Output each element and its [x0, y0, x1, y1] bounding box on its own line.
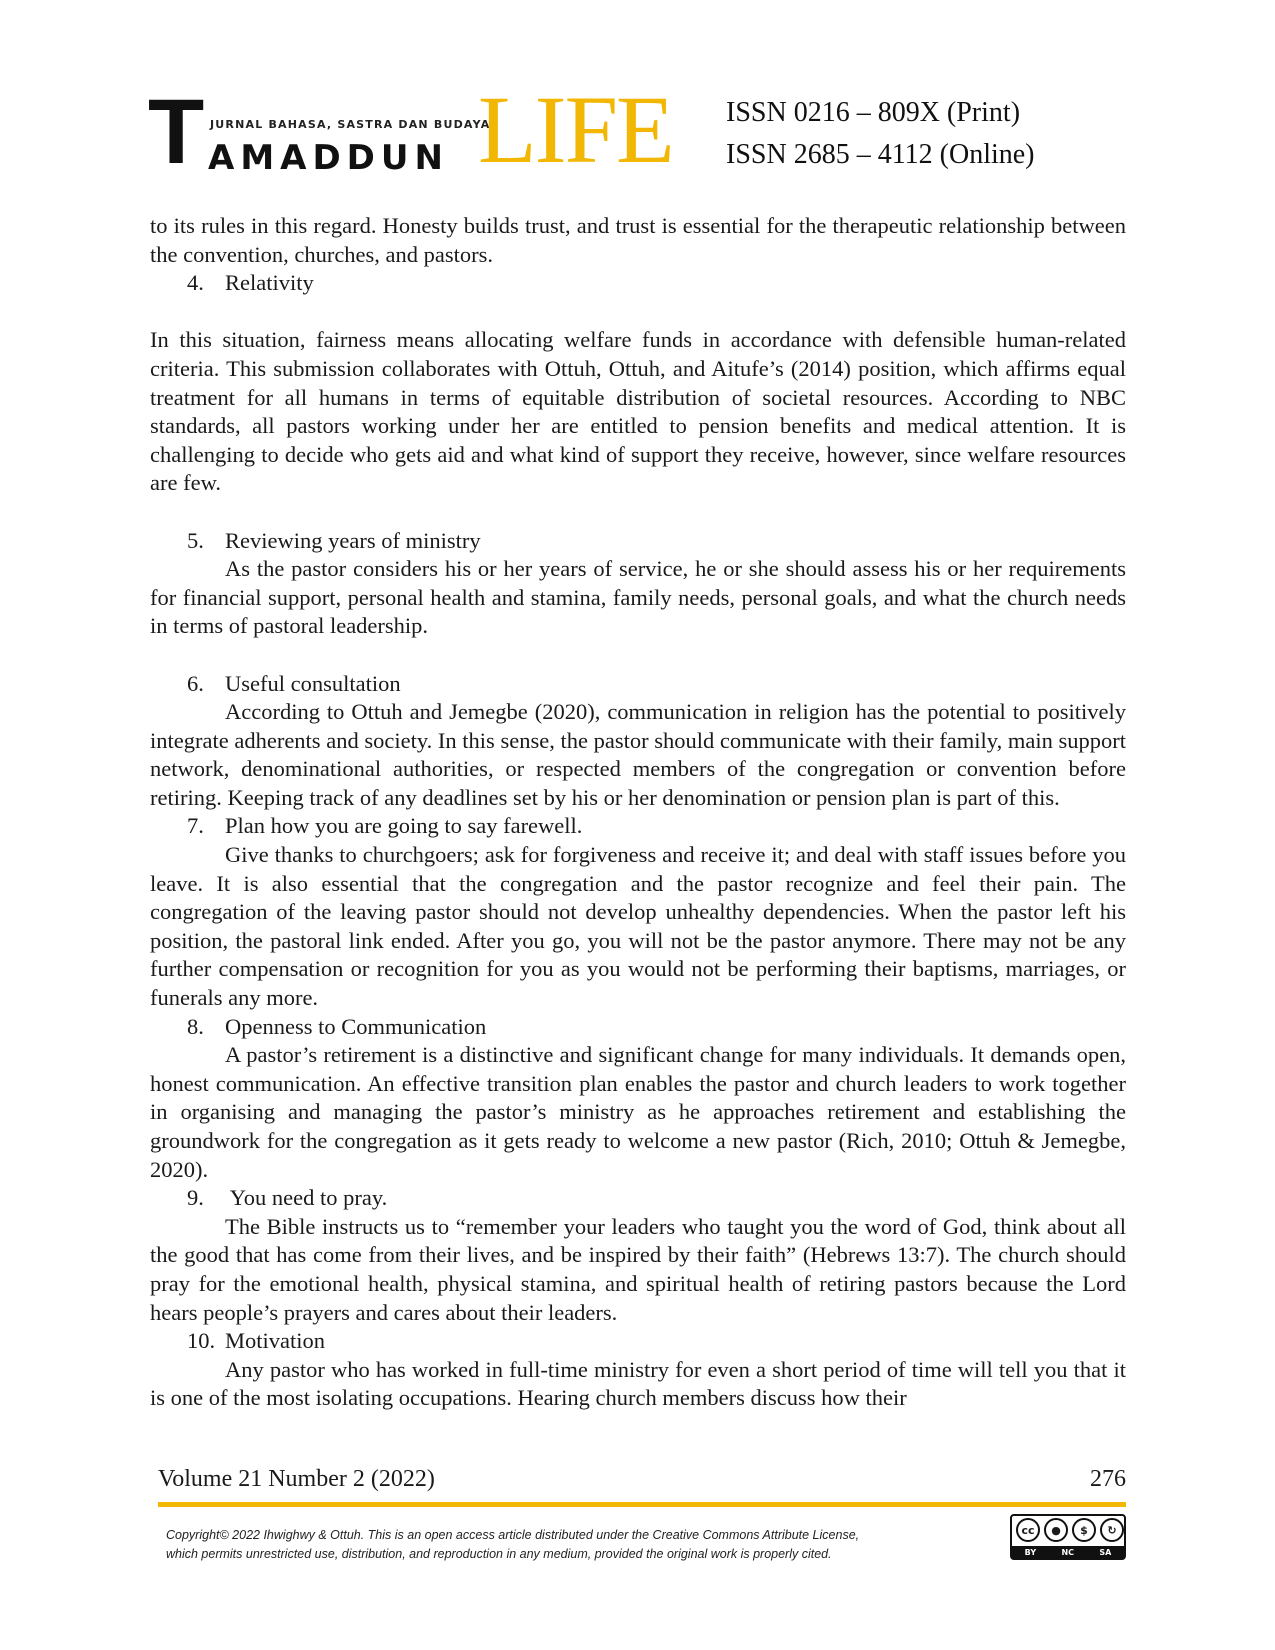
issn-online: ISSN 2685 – 4112 (Online) [726, 139, 1035, 170]
list-title: Useful consultation [225, 670, 401, 696]
list-number: 10. [187, 1328, 216, 1354]
list-item [150, 1327, 1126, 1356]
no-dollar-icon: $ [1072, 1518, 1096, 1542]
list-number: 8. [187, 1013, 204, 1039]
paragraph: The Bible instructs us to “remember your leaders who taught you the word of God, think about all the good that has come from their lives, and be inspired by their faith” (Hebrews 13:7). The church should pray for the emotional health, physical stamina, and spiritual health of retiring pastors because the Lord hears people’s prayers and cares about their leaders. [150, 1213, 1126, 1325]
paragraph: According to Ottuh and Jemegbe (2020), communication in religion has the potential to positively integrate adherents and society. In this sense, the pastor should communicate with their family, main support network, denominational authorities, or respected members of the congregation or convention before retiring. Keeping track of any deadlines set by his or her denomination or pension plan is part of this. [150, 699, 1126, 810]
journal-logo [148, 76, 688, 183]
list-item [150, 1184, 1126, 1213]
journal-header [148, 76, 1088, 188]
list-title: Openness to Communication [225, 1013, 487, 1039]
list-number: 9. [187, 1185, 204, 1211]
list-item [150, 670, 1126, 699]
logo-tagline: JURNAL BAHASA, SASTRA DAN BUDAYA [210, 118, 491, 131]
volume-info: Volume 21 Number 2 (2022) [158, 1466, 435, 1492]
list-title: Plan how you are going to say farewell. [225, 813, 583, 839]
list-title: Reviewing years of ministry [225, 527, 481, 553]
person-icon: ● [1044, 1518, 1068, 1542]
cc-by-nc-sa-icon[interactable] [1010, 1514, 1126, 1560]
list-item [150, 527, 1126, 556]
list-number: 5. [187, 527, 204, 553]
list-number: 4. [187, 270, 204, 296]
paragraph: As the pastor considers his or her years of service, he or she should assess his or her requirements for financial support, personal health and stamina, family needs, personal goals, and what the church needs in terms of pastoral leadership. [150, 556, 1126, 639]
paragraph: In this situation, fairness means allocating welfare funds in accordance with defensible human-related criteria. This submission collaborates with Ottuh, Ottuh, and Aitufe’s (2014) position, which affirms equal treatment for all humans in terms of equitable distribution of societal resources. According to NBC standards, all pastors working under her are entitled to pension benefits and medical attention. It is challenging to decide who gets aid and what kind of support they receive, however, since welfare resources are few. [150, 327, 1126, 496]
list-title: You need to pray. [225, 1185, 388, 1211]
issn-block [726, 92, 1035, 176]
share-alike-icon: ↻ [1100, 1518, 1124, 1542]
copyright-notice [166, 1526, 926, 1564]
logo-wordmark: AMADDUN [208, 138, 449, 178]
paragraph: Give thanks to churchgoers; ask for forgiveness and receive it; and deal with staff issues before you leave. It is also essential that the congregation and the pastor recognize and feel their pain. The congregation of the leaving pastor should not develop unhealthy dependencies. When the pastor left his position, the pastoral link ended. After you go, you will not be the pastor anymore. There may not be any further compensation or recognition for you as you would not be performing their baptisms, marriages, or funerals any more. [150, 842, 1126, 1011]
paragraph: to its rules in this regard. Honesty builds trust, and trust is essential for the therapeutic relationship between the convention, churches, and pastors. [150, 213, 1126, 267]
issn-print: ISSN 0216 – 809X (Print) [726, 97, 1021, 128]
license-by: BY [1024, 1547, 1037, 1557]
list-number: 6. [187, 670, 204, 696]
cc-icon: cc [1016, 1518, 1040, 1542]
license-nc: NC [1061, 1547, 1075, 1557]
copyright-line: which permits unrestricted use, distribution, and reproduction in any medium, provided the original work is properly cited. [166, 1547, 832, 1561]
list-item [150, 812, 1126, 841]
paragraph: A pastor’s retirement is a distinctive and significant change for many individuals. It demands open, honest communication. An effective transition plan enables the pastor and church leaders to work together in organising and managing the pastor’s ministry as he approaches retirement and establishing the groundwork for the congregation as it gets ready to welcome a new pastor (Rich, 2010; Ottuh & Jemegbe, 2020). [150, 1042, 1126, 1182]
paragraph: Any pastor who has worked in full-time ministry for even a short period of time will tell you that it is one of the most isolating occupations. Hearing church members discuss how their [150, 1356, 1126, 1411]
license-label-bar [1012, 1546, 1124, 1558]
logo-letter-t: T [148, 81, 205, 183]
copyright-line: Copyright© 2022 Ihwighwy & Ottuh. This is an open access article distributed under the Creative Commons Attribute License, [166, 1528, 860, 1542]
page-number: 276 [1090, 1466, 1126, 1492]
list-item [150, 269, 1126, 298]
list-title: Motivation [225, 1328, 325, 1354]
article-body [150, 212, 1126, 1413]
list-number: 7. [187, 813, 204, 839]
footer-rule [158, 1502, 1126, 1507]
license-sa: SA [1099, 1547, 1112, 1557]
logo-life: LIFE [478, 76, 673, 183]
list-item [150, 1013, 1126, 1042]
list-title: Relativity [225, 270, 314, 296]
cc-icon-row [1016, 1518, 1124, 1544]
